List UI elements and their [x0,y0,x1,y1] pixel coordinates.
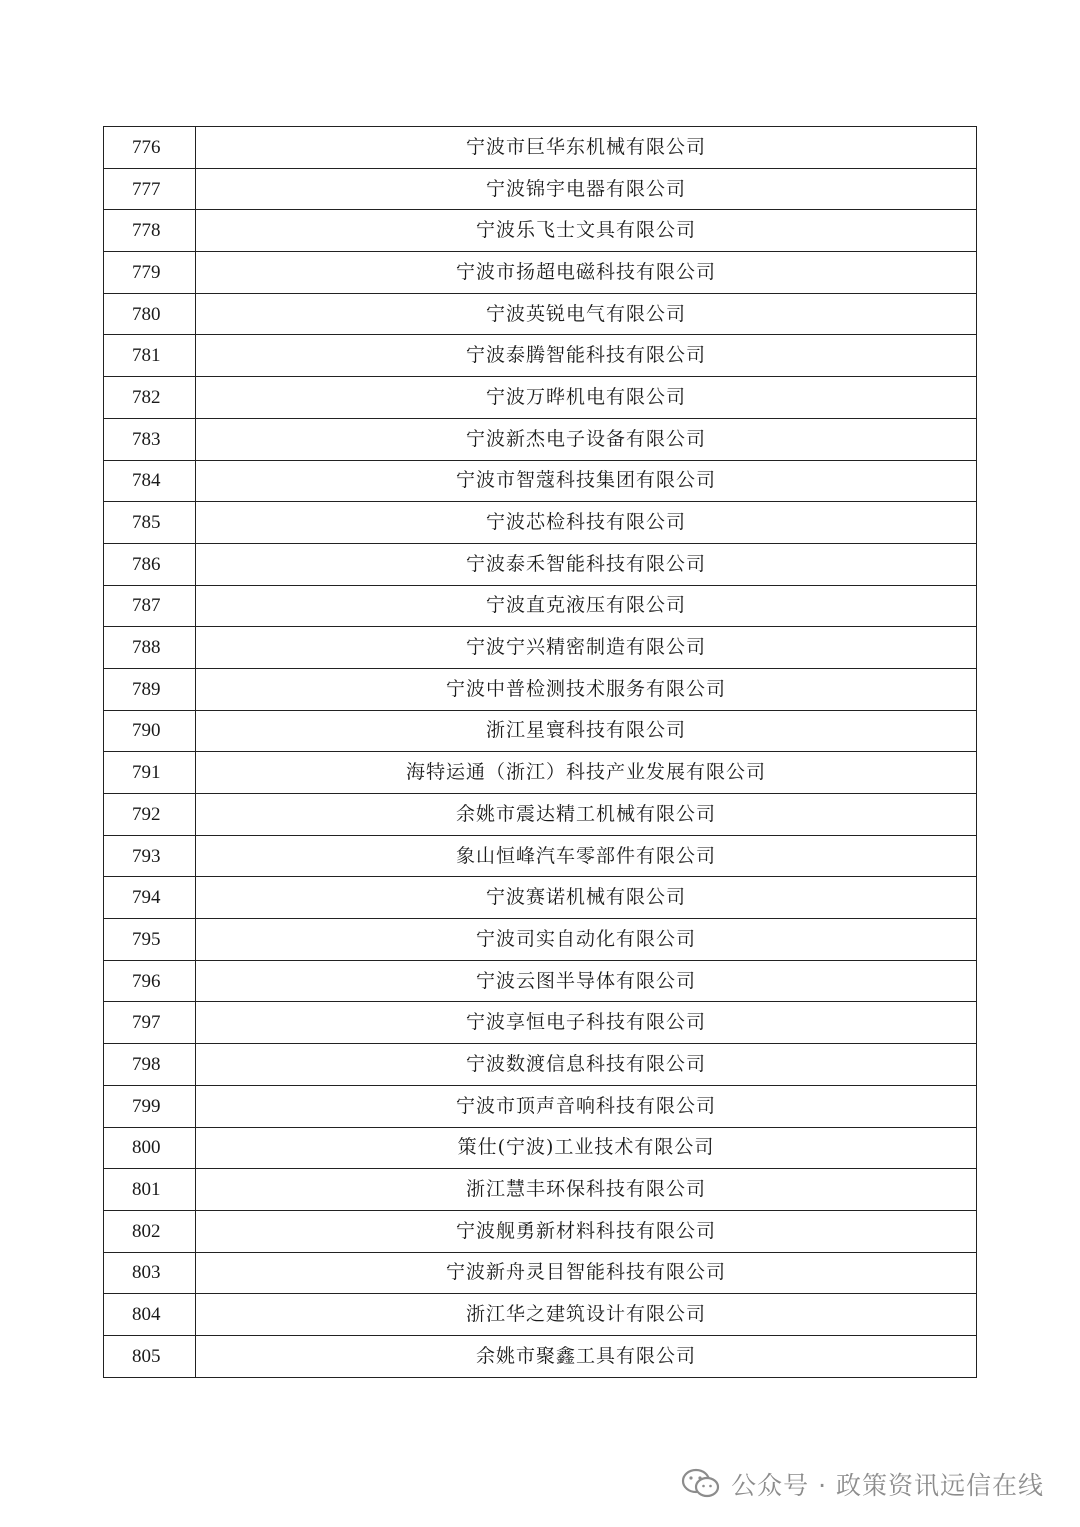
table-row [104,668,977,710]
row-number: 781 [104,335,196,377]
table-row [104,127,977,169]
company-name: 海特运通（浙江）科技产业发展有限公司 [196,752,977,794]
table-row [104,252,977,294]
company-name: 宁波司实自动化有限公司 [196,919,977,961]
row-number: 799 [104,1085,196,1127]
row-number: 787 [104,585,196,627]
table-row [104,919,977,961]
table-row [104,1085,977,1127]
table-row [104,502,977,544]
table-row [104,1127,977,1169]
row-number: 785 [104,502,196,544]
watermark [681,1466,1044,1502]
company-name: 浙江华之建筑设计有限公司 [196,1294,977,1336]
row-number: 794 [104,877,196,919]
company-name: 宁波锦宇电器有限公司 [196,168,977,210]
row-number: 776 [104,127,196,169]
company-name: 象山恒峰汽车零部件有限公司 [196,835,977,877]
row-number: 798 [104,1044,196,1086]
table-row [104,710,977,752]
table-row [104,1002,977,1044]
company-name: 宁波万晔机电有限公司 [196,377,977,419]
company-name: 宁波享恒电子科技有限公司 [196,1002,977,1044]
row-number: 803 [104,1252,196,1294]
row-number: 804 [104,1294,196,1336]
company-name: 浙江慧丰环保科技有限公司 [196,1169,977,1211]
company-name: 宁波市智蔻科技集团有限公司 [196,460,977,502]
table-row [104,1294,977,1336]
row-number: 782 [104,377,196,419]
company-list-table [103,126,977,1378]
company-name: 宁波泰禾智能科技有限公司 [196,543,977,585]
row-number: 790 [104,710,196,752]
company-name: 宁波新舟灵目智能科技有限公司 [196,1252,977,1294]
company-name: 宁波宁兴精密制造有限公司 [196,627,977,669]
table-row [104,293,977,335]
row-number: 805 [104,1335,196,1377]
table-row [104,794,977,836]
company-name: 宁波直克液压有限公司 [196,585,977,627]
row-number: 795 [104,919,196,961]
company-list-body [104,127,977,1378]
row-number: 793 [104,835,196,877]
wechat-icon [681,1468,721,1500]
row-number: 800 [104,1127,196,1169]
row-number: 777 [104,168,196,210]
company-name: 宁波中普检测技术服务有限公司 [196,668,977,710]
table-row [104,627,977,669]
table-row [104,1210,977,1252]
company-name: 宁波乐飞士文具有限公司 [196,210,977,252]
table-row [104,877,977,919]
table-row [104,335,977,377]
row-number: 780 [104,293,196,335]
table-row [104,960,977,1002]
company-name: 宁波市顶声音响科技有限公司 [196,1085,977,1127]
company-name: 策仕(宁波)工业技术有限公司 [196,1127,977,1169]
row-number: 779 [104,252,196,294]
company-name: 浙江星寰科技有限公司 [196,710,977,752]
company-name: 宁波数渡信息科技有限公司 [196,1044,977,1086]
table-row [104,1044,977,1086]
table-row [104,377,977,419]
company-name: 宁波英锐电气有限公司 [196,293,977,335]
row-number: 789 [104,668,196,710]
row-number: 792 [104,794,196,836]
company-name: 宁波市巨华东机械有限公司 [196,127,977,169]
row-number: 784 [104,460,196,502]
table-row [104,543,977,585]
table-row [104,418,977,460]
row-number: 788 [104,627,196,669]
company-name: 宁波新杰电子设备有限公司 [196,418,977,460]
company-name: 宁波泰腾智能科技有限公司 [196,335,977,377]
company-name: 宁波赛诺机械有限公司 [196,877,977,919]
table-row [104,1169,977,1211]
row-number: 791 [104,752,196,794]
row-number: 801 [104,1169,196,1211]
table-row [104,1335,977,1377]
company-name: 宁波市扬超电磁科技有限公司 [196,252,977,294]
row-number: 778 [104,210,196,252]
table-row [104,210,977,252]
company-name: 宁波舰勇新材料科技有限公司 [196,1210,977,1252]
table-row [104,835,977,877]
table-row [104,460,977,502]
row-number: 797 [104,1002,196,1044]
row-number: 796 [104,960,196,1002]
company-name: 余姚市震达精工机械有限公司 [196,794,977,836]
table-row [104,752,977,794]
table-row [104,1252,977,1294]
company-name: 宁波云图半导体有限公司 [196,960,977,1002]
company-name: 余姚市聚鑫工具有限公司 [196,1335,977,1377]
table-row [104,585,977,627]
company-name: 宁波芯检科技有限公司 [196,502,977,544]
row-number: 802 [104,1210,196,1252]
row-number: 786 [104,543,196,585]
table-row [104,168,977,210]
watermark-text: 公众号 · 政策资讯远信在线 [731,1471,1044,1500]
row-number: 783 [104,418,196,460]
